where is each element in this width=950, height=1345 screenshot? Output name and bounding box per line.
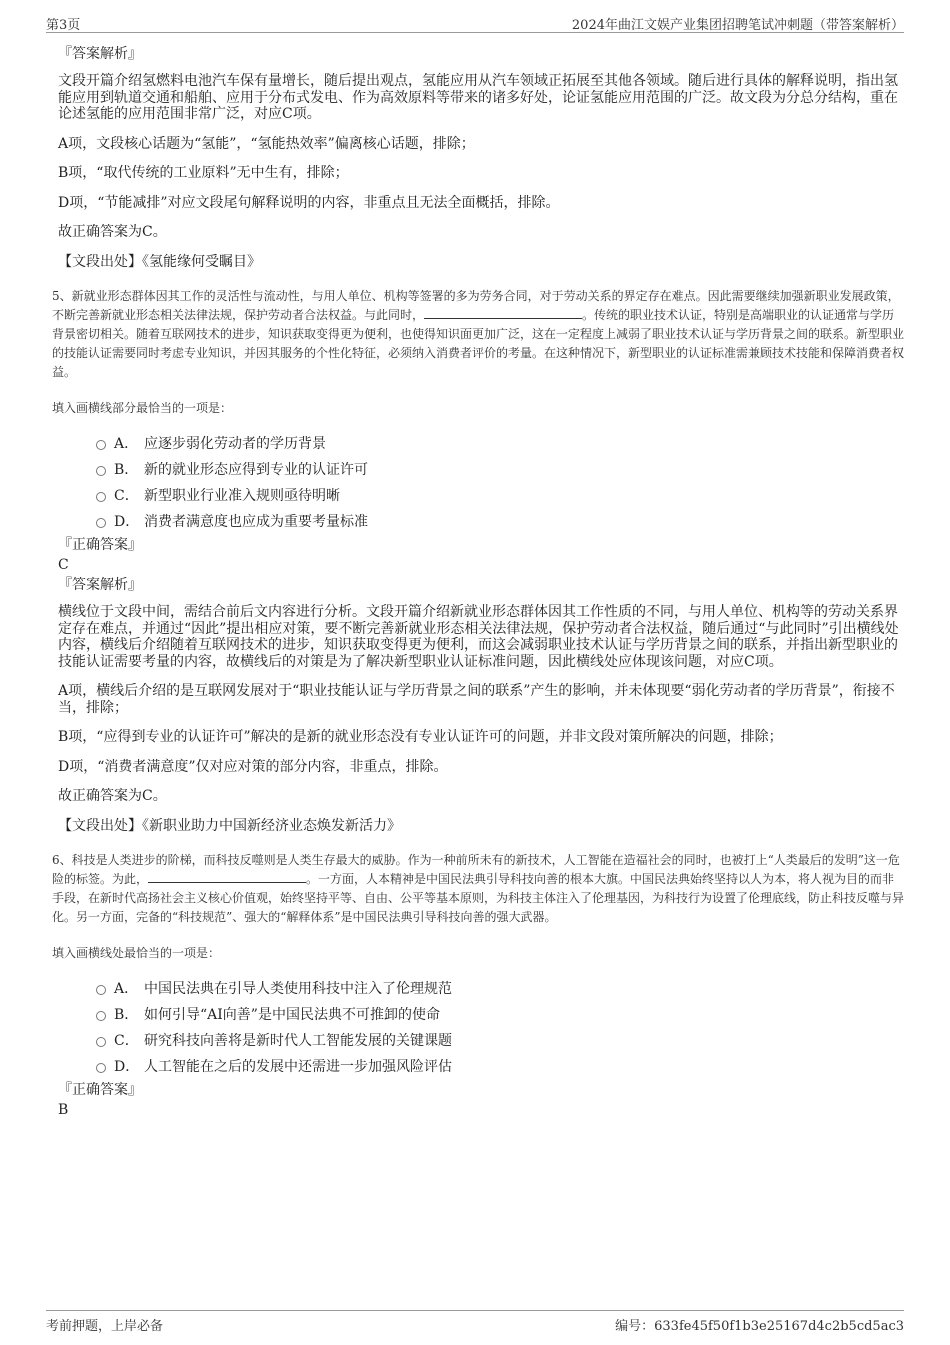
analysis-conclusion: 故正确答案为C。 xyxy=(58,224,167,240)
radio-icon[interactable] xyxy=(96,440,106,450)
fill-blank xyxy=(148,870,306,883)
analysis-option-a: A项，文段核心话题为“氢能”，“氢能热效率”偏离核心话题，排除； xyxy=(58,135,475,152)
correct-answer-label: 『正确答案』 xyxy=(58,537,142,553)
fill-blank xyxy=(424,306,582,319)
question-6-prompt: 填入画横线处最恰当的一项是： xyxy=(52,946,221,960)
q5-option-d[interactable]: D． 消费者满意度也应成为重要考量标准 xyxy=(96,509,904,535)
question-6-stem: 6、科技是人类进步的阶梯，而科技反噬则是人类生存最大的威胁。作为一种前所未有的新技术，人工智能在造福社会的同时，也被打上“人类最后的发明”这一危险的标签。为此， 。一方面，人本精神是中国民法典引导科技向善的根本大旗。中国民法典始终坚持以人为本，将人视为目的而非手段，在新时代高扬社会主义核心价值观，始终坚持平等、自由、公平等基本原则，为科技主体注入了伦理基因，为科技行为设置了伦理底线，防止科技反噬与异化。另一方面，完备的“科技规范”、强大的“解释体系”是中国民法典引导科技向善的强大武器。 xyxy=(52,853,905,924)
analysis-option-d: D项，“节能减排”对应文段尾句解释说明的内容，非重点且无法全面概括，排除。 xyxy=(58,194,560,211)
analysis-conclusion: 故正确答案为C。 xyxy=(58,788,167,804)
radio-icon[interactable] xyxy=(96,1037,106,1047)
q6-option-b[interactable]: B． 如何引导“AI向善”是中国民法典不可推卸的使命 xyxy=(96,1002,904,1028)
analysis-option-a: A项，横线后介绍的是互联网发展对于“职业技能认证与学历背景之间的联系”产生的影响，并未体现要“弱化劳动者的学历背景”，衔接不当，排除； xyxy=(58,683,895,716)
q6-option-c[interactable]: C． 研究科技向善将是新时代人工智能发展的关键课题 xyxy=(96,1028,904,1054)
analysis-text: 横线位于文段中间，需结合前后文内容进行分析。文段开篇介绍新就业形态群体因其工作性质的不同，与用人单位、机构等的劳动关系界定存在难点，并通过“因此”提出相应对策，要不断完善新就业形态相关法律法规，保护劳动者合法权益，随后通过“与此同时”引出横线处内容，横线后介绍随着互联网技术的进步，知识获取变得更为便利，而这会减弱职业技术认证与学历背景之间的联系，并指出新型职业的技能认证需要考量的内容，故横线后的对策是为了解决新型职业认证标准问题，因此横线处应体现该问题，对应C项。 xyxy=(58,604,899,670)
q5-option-a[interactable]: A． 应逐步弱化劳动者的学历背景 xyxy=(96,431,904,457)
radio-icon[interactable] xyxy=(96,1011,106,1021)
q6-option-a[interactable]: A． 中国民法典在引导人类使用科技中注入了伦理规范 xyxy=(96,976,904,1002)
correct-answer: C xyxy=(58,557,69,573)
radio-icon[interactable] xyxy=(96,492,106,502)
correct-answer: B xyxy=(58,1102,69,1118)
source-citation: 【文段出处】《氢能缘何受瞩目》 xyxy=(58,253,261,270)
radio-icon[interactable] xyxy=(96,518,106,528)
document-code: 编号：633fe45f50f1b3e25167d4c2b5cd5ac3 xyxy=(615,1319,904,1334)
analysis-label: 『答案解析』 xyxy=(58,577,142,593)
analysis-option-b: B项，“应得到专业的认证许可”解决的是新的就业形态没有专业认证许可的问题，并非文段对策所解决的问题，排除； xyxy=(58,729,783,745)
question-5-prompt: 填入画横线部分最恰当的一项是： xyxy=(52,401,233,415)
document-title: 2024年曲江文娱产业集团招聘笔试冲刺题（带答案解析） xyxy=(571,18,904,33)
page-header xyxy=(46,12,904,33)
page-content xyxy=(46,44,904,1120)
radio-icon[interactable] xyxy=(96,985,106,995)
analysis-text: 文段开篇介绍氢燃料电池汽车保有量增长，随后提出观点，氢能应用从汽车领域正拓展至其他各领域。随后进行具体的解释说明，指出氢能应用到轨道交通和船舶、应用于分布式发电、作为高效原料等带来的诸多好处，论证氢能应用范围的广泛。故文段为分总分结构，重在论述氢能的应用范围非常广泛，对应C项。 xyxy=(58,73,898,122)
page-footer xyxy=(46,1310,904,1333)
q5-option-b[interactable]: B． 新的就业形态应得到专业的认证许可 xyxy=(96,457,904,483)
footer-slogan: 考前押题，上岸必备 xyxy=(46,1319,164,1334)
source-citation: 【文段出处】《新职业助力中国新经济业态焕发新活力》 xyxy=(58,817,401,834)
radio-icon[interactable] xyxy=(96,1063,106,1073)
page-number: 第3页 xyxy=(46,18,81,33)
q5-option-c[interactable]: C． 新型职业行业准入规则亟待明晰 xyxy=(96,483,904,509)
analysis-label: 『答案解析』 xyxy=(58,46,142,62)
question-5-stem: 5、新就业形态群体因其工作的灵活性与流动性，与用人单位、机构等签署的多为劳务合同，对于劳动关系的界定存在难点。因此需要继续加强新职业发展政策，不断完善新就业形态相关法律法规，保护劳动者合法权益。与此同时， 。传统的职业技术认证，特别是高端职业的认证通常与学历背景密切相关。随着互联网技术的进步，知识获取变得更为便利，也使得知识面更加广泛，这在一定程度上减弱了职业技术认证与学历背景之间的联系。新型职业的技能认证需要同时考虑专业知识，并因其服务的个性化特征，必须纳入消费者评价的考量。在这种情况下，新型职业的认证标准需兼顾技术技能和保障消费者权益。 xyxy=(52,289,905,379)
radio-icon[interactable] xyxy=(96,466,106,476)
analysis-option-d: D项，“消费者满意度”仅对应对策的部分内容，非重点，排除。 xyxy=(58,758,448,775)
q6-option-d[interactable]: D． 人工智能在之后的发展中还需进一步加强风险评估 xyxy=(96,1054,904,1080)
analysis-option-b: B项，“取代传统的工业原料”无中生有，排除； xyxy=(58,165,349,181)
correct-answer-label: 『正确答案』 xyxy=(58,1082,142,1098)
